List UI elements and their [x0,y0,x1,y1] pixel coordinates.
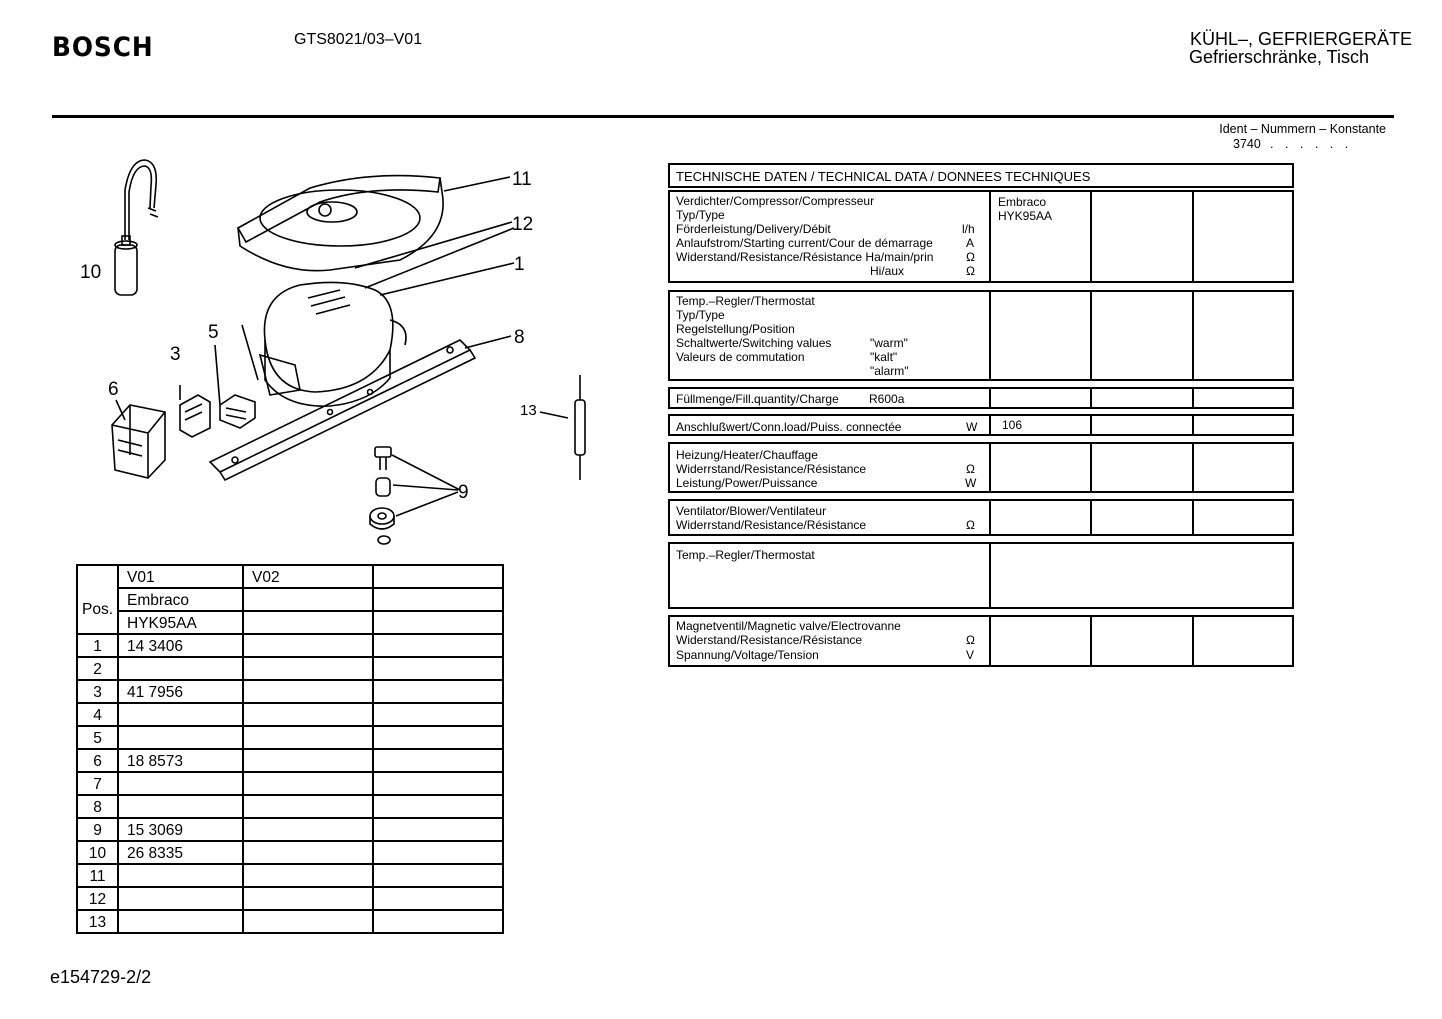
fill-quantity-block [668,387,1294,409]
header-cell [373,611,503,634]
callout-6: 6 [108,379,119,400]
row-label: Spannung/Voltage/Tension [676,648,819,662]
part-number-cell [243,772,373,795]
table-row [77,680,503,703]
protector-drawing [220,395,255,428]
callout-1: 1 [514,254,525,275]
compressor-block [668,190,1294,283]
callout-11: 11 [512,169,532,190]
table-row [77,818,503,841]
refrigerant: R600a [869,392,905,406]
unit-label: W [966,420,978,434]
technical-data-heading: TECHNISCHE DATEN / TECHNICAL DATA / DONNEES TECHNIQUES [668,163,1294,188]
part-number-cell [373,772,503,795]
pos-cell: 3 [77,680,118,703]
row-label: Anschlußwert/Conn.load/Puiss. connectée [676,420,902,434]
capacitor-drawing [115,160,158,295]
unit-label: V [966,648,975,662]
row-label: Typ/Type [676,208,725,222]
part-number-cell [373,657,503,680]
part-number-cell [243,864,373,887]
row-label: Magnetventil/Magnetic valve/Electrovanne [676,619,901,633]
part-number-cell [243,887,373,910]
relay-cover-drawing [112,405,165,478]
document-code: e154729-2/2 [50,967,152,987]
header-cell: V01 [118,565,243,588]
part-number-cell [118,887,243,910]
part-number-cell [373,887,503,910]
pos-cell: 13 [77,910,118,933]
connected-load-block [668,414,1294,436]
header-cell [243,588,373,611]
header-cell [373,588,503,611]
ident-label: Ident – Nummern – Konstante [1219,122,1386,136]
pos-cell: 10 [77,841,118,864]
pos-cell: 6 [77,749,118,772]
part-number-cell [243,657,373,680]
unit-label: Ω [966,462,975,476]
row-label: Schaltwerte/Switching values [676,336,832,350]
brand-logo: BOSCH [52,32,154,63]
compressor-type: HYK95AA [998,209,1053,223]
table-row [77,726,503,749]
pos-cell: 4 [77,703,118,726]
table-row [77,864,503,887]
table-row [77,910,503,933]
mounting-parts-drawing [370,447,394,544]
table-row [77,841,503,864]
table-row [77,657,503,680]
heater-block [668,442,1294,493]
part-number-cell [243,841,373,864]
table-row [77,749,503,772]
part-number-cell [373,749,503,772]
category-subtitle: Gefrierschränke, Tisch [1188,47,1369,67]
part-number-cell [118,795,243,818]
row-label: Ventilator/Blower/Ventilateur [676,504,827,518]
unit-label: Ω [966,250,975,264]
category-title: KÜHL–, GEFRIERGERÄTE [1189,29,1412,49]
part-number-cell: 15 3069 [118,818,243,841]
header-divider [52,115,1394,118]
part-number-cell [243,749,373,772]
callout-5: 5 [208,322,219,343]
part-number-cell [118,703,243,726]
unit-label: W [965,476,977,490]
pos-cell: 12 [77,887,118,910]
ident-dots: . . . . . . [1270,137,1353,151]
table-row [77,703,503,726]
ident-number: 3740 [1233,137,1261,151]
part-number-cell [243,818,373,841]
thermostat2-block [668,542,1294,609]
row-label: Temp.–Regler/Thermostat [676,294,815,308]
switch-alarm: "alarm" [870,364,909,378]
part-number-cell [373,841,503,864]
switch-warm: "warm" [870,336,908,350]
row-label: Regelstellung/Position [676,322,795,336]
row-label: Widerstand/Resistance/Résistance Ha/main/prin [676,250,934,264]
header-cell [243,611,373,634]
pos-header: Pos. [77,565,118,634]
switch-kalt: "kalt" [870,350,898,364]
row-label: Hi/aux [870,264,905,278]
callout-10: 10 [80,262,102,283]
unit-label: Ω [966,518,975,532]
table-row [77,634,503,657]
unit-label: Ω [966,633,975,647]
row-label: Widerrstand/Resistance/Résistance [676,518,867,532]
callout-9: 9 [458,482,469,503]
pos-cell: 11 [77,864,118,887]
row-label: Verdichter/Compressor/Compresseur [676,194,875,208]
part-number-cell [118,864,243,887]
compressor-make: Embraco [998,195,1047,209]
row-label: Leistung/Power/Puissance [676,476,818,490]
part-number-cell: 18 8573 [118,749,243,772]
row-label: Typ/Type [676,308,725,322]
header-cell: HYK95AA [118,611,243,634]
row-label: Förderleistung/Delivery/Débit [676,222,831,236]
pos-cell: 2 [77,657,118,680]
part-number-cell [243,634,373,657]
relay-drawing [180,395,210,437]
part-number-cell [118,726,243,749]
magnetic-valve-block [668,615,1294,667]
pos-cell: 1 [77,634,118,657]
header-cell: Embraco [118,588,243,611]
part-number-cell [373,726,503,749]
row-label: Füllmenge/Fill.quantity/Charge [676,392,839,406]
part-number-cell: 26 8335 [118,841,243,864]
unit-label: A [966,236,975,250]
part-number-cell [118,657,243,680]
unit-label: l/h [962,222,975,236]
part-number-cell [373,680,503,703]
part-number-cell [373,818,503,841]
thermostat-block [668,290,1294,381]
pos-cell: 9 [77,818,118,841]
part-number-cell [118,772,243,795]
part-number-cell [243,910,373,933]
header-cell: V02 [243,565,373,588]
base-rail-drawing [210,340,475,480]
row-label: Widerrstand/Resistance/Résistance [676,462,867,476]
part-number-cell: 41 7956 [118,680,243,703]
callout-13: 13 [520,402,537,419]
row-label: Valeurs de commutation [676,350,805,364]
part-number-cell [373,634,503,657]
table-row [77,772,503,795]
part-number-cell [118,910,243,933]
part-number-cell [243,726,373,749]
row-label: Widerstand/Resistance/Résistance [676,633,863,647]
part-number-cell [243,703,373,726]
callout-8: 8 [514,327,525,348]
row-label: Heizung/Heater/Chauffage [676,448,818,462]
callout-3: 3 [170,344,181,365]
parts-table [76,564,504,934]
table-row [77,795,503,818]
pos-cell: 7 [77,772,118,795]
unit-label: Ω [966,264,975,278]
row-label: Anlaufstrom/Starting current/Cour de démarrage [676,236,933,250]
load-value: 106 [1002,418,1023,432]
row-label: Temp.–Regler/Thermostat [676,548,815,562]
part-number-cell: 14 3406 [118,634,243,657]
part-number-cell [243,680,373,703]
header-cell [373,565,503,588]
part-number-cell [373,795,503,818]
table-row [77,887,503,910]
cover-tray-drawing [238,176,443,271]
part-number-cell [373,864,503,887]
part-number-cell [373,703,503,726]
part-number-cell [243,795,373,818]
blower-block [668,499,1294,536]
pos-cell: 5 [77,726,118,749]
callout-12: 12 [512,214,534,235]
drier-filter-drawing [575,375,585,480]
part-number-cell [373,910,503,933]
pos-cell: 8 [77,795,118,818]
compressor-drawing [260,282,406,406]
model-number: GTS8021/03–V01 [294,31,423,48]
exploded-parts-diagram [70,150,630,550]
